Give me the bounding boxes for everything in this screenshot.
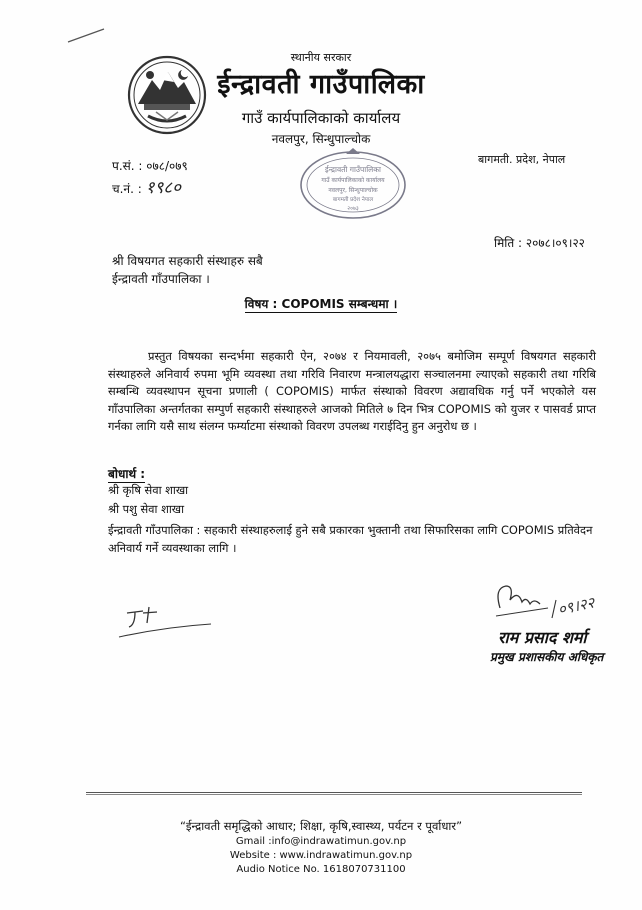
recipient-line-1: श्री विषयगत सहकारी संस्थाहरु सबै [112,254,263,268]
dispatch-number-value: १९८० [145,178,181,198]
stamp-line-4: बागमती प्रदेश नेपाल [332,197,374,203]
header-office-name: गाउँ कार्यपालिकाको कार्यालय [241,109,401,127]
subject-text: COPOMIS सम्बन्धमा । [281,297,398,311]
stamp-line-3: नवलपुर, सिन्धुपाल्चोक [328,187,378,194]
recipient-line-2: ईन्द्रावती गाँउपालिका । [112,272,210,286]
body-paragraph: प्रस्तुत विषयका सन्दर्भमा सहकारी ऐन, २०७४ र नियमावली, २०७५ बमोजिम सम्पूर्ण विषयगत सहकारी संस्थाहरुले अनिवार्य रुपमा भूमि व्यवस्था तथा गरिवि निवारण मन्त्रालयद्धारा सञ्चालनमा ल्याएको सहकारी तथा गरिबि सम्बन्धि व्यवस्थापन सूचना प्रणाली ( COPOMIS) मार्फत संस्थाको विवरण अद्यावधिक गर्नु पर्ने भएकोले यस गाँउपालिका अन्तर्गतका सम्पुर्ण सहकारी संस्थाहरुले आजको मितिले ७ दिन भित्र COPOMIS को युजर र पासवर्ड प्राप्त गर्नका लागि यसै साथ संलग्न फर्म्याटमा संस्थाको विवरण उपलब्ध गराईदिनु हुन अनुरोध छ । [108,349,596,434]
signer-title: प्रमुख प्रशासकीय अधिकृत [490,650,604,664]
cc-item: ईन्द्रावती गाँउपालिका : सहकारी संस्थाहरुलाई हुने सबै प्रकारका भुक्तानी तथा सिफारिसका लागि COPOMIS प्रतिवेदन अनिवार्य गर्ने व्यवस्थाका लागि । [108,523,593,555]
footer-audio-notice: Audio Notice No. 1618070731100 [236,864,406,875]
reference-number-label: प.सं. : [112,159,143,173]
header-address: नवलपुर, सिन्धुपाल्चोक [271,132,371,146]
cc-heading: बोधार्थ : [108,467,146,481]
province-text: बागमती. प्रदेश, नेपाल [478,153,566,166]
cc-item: श्री पशु सेवा शाखा [108,502,185,516]
letter-date: मिति : २०७८।०९।२२ [494,236,585,250]
office-seal-stamp [298,148,408,222]
dispatch-number-label: च.नं. : [112,182,142,196]
cc-item: श्री कृषि सेवा शाखा [108,483,189,497]
reference-number [112,157,188,174]
signer-name: राम प्रसाद शर्मा [498,628,587,647]
signature-date-note: ०९।२२ [556,593,597,619]
subject-line [0,295,642,312]
stamp-line-1: ईन्द्रावती गाउँपालिका [325,165,381,174]
dispatch-number [112,175,181,198]
subject-underlined [245,297,398,313]
footer-divider [86,792,582,795]
footer-website: Website : www.indrawatimun.gov.np [229,850,413,861]
stamp-line-5: २०७३ [347,206,359,212]
header-local-government: स्थानीय सरकार [290,51,352,64]
corner-pen-mark [66,26,106,46]
initials-handwritten-mark [115,597,215,647]
header-municipality-title: ईन्द्रावती गाउँपालिका [217,69,425,100]
subject-label: विषय : [244,297,278,311]
stamp-line-2: गाउँ कार्यपालिकाको कार्यालय [321,177,385,184]
footer-motto: “ईन्द्रावती समृद्धिको आधार; शिक्षा, कृषि,स्वास्थ्य, पर्यटन र पूर्वाधार” [179,819,463,833]
reference-number-value: ०७८/०७९ [146,159,188,173]
footer-email: Gmail :info@indrawatimun.gov.np [235,836,407,847]
official-signature [492,578,602,626]
